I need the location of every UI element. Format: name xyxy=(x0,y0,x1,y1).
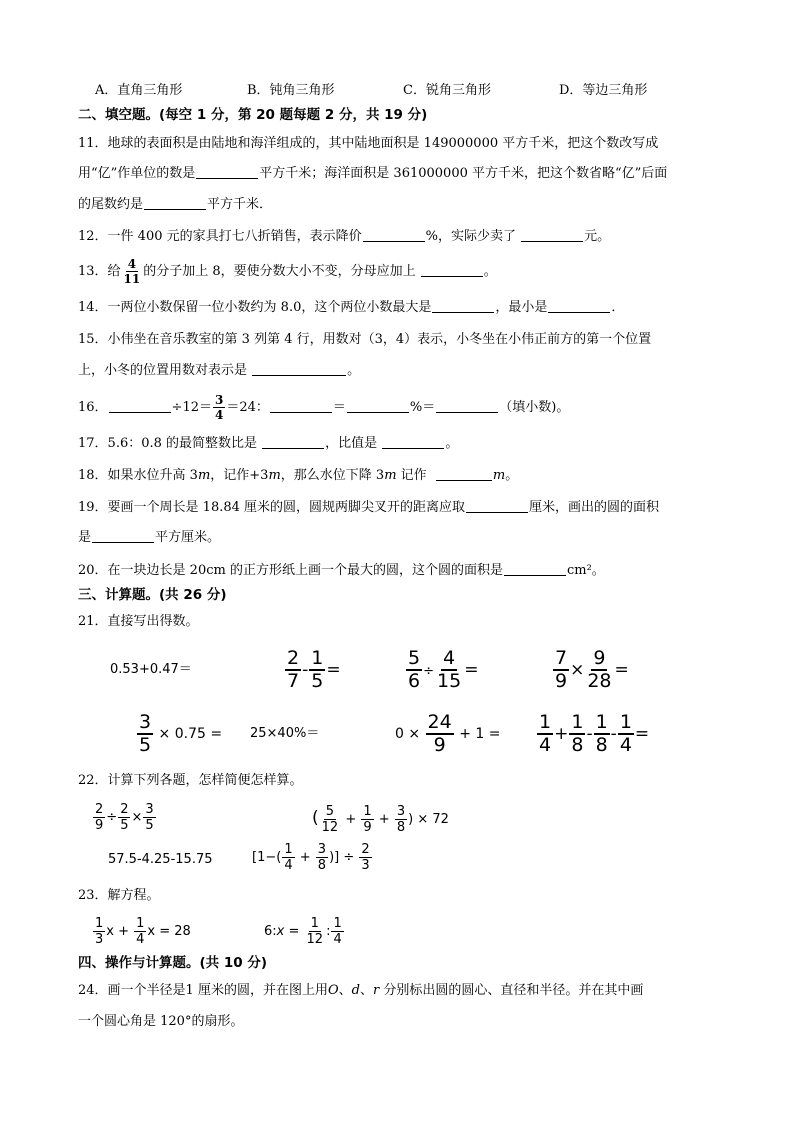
numerator: 3 xyxy=(139,711,152,733)
fraction xyxy=(426,713,454,755)
fraction xyxy=(537,713,553,755)
fraction xyxy=(309,649,325,691)
fraction xyxy=(143,803,155,832)
q21-expr-8 xyxy=(536,708,649,760)
q21-expr-2 xyxy=(284,644,341,696)
q16-blank-3[interactable] xyxy=(347,398,409,413)
numerator: 1 xyxy=(333,916,342,931)
q10-option-a: A．直角三角形 xyxy=(95,83,183,98)
variable-x: x xyxy=(276,924,285,939)
fraction xyxy=(406,649,422,691)
q15-line1: 15．小伟坐在音乐教室的第 3 列第 4 行，用数对（3，4）表示，小冬坐在小伟正前方的第一个位置 xyxy=(78,332,652,347)
numerator: 1 xyxy=(95,916,104,931)
numerator: 2 xyxy=(120,802,129,817)
fraction xyxy=(569,713,585,755)
numerator: 2 xyxy=(95,802,104,817)
denominator: 4 xyxy=(539,734,552,756)
q19-blank-2[interactable] xyxy=(92,528,154,543)
q21-expr-6: 25×40%＝ xyxy=(250,726,320,741)
fraction xyxy=(118,803,130,832)
q16-blank-4[interactable] xyxy=(436,398,498,413)
operator: + xyxy=(378,812,390,827)
q14-blank-1[interactable] xyxy=(432,298,494,313)
operator: + xyxy=(554,724,569,744)
q19-text-d: 平方厘米。 xyxy=(155,530,221,545)
q14-text-b: ，最小是 xyxy=(495,300,548,315)
expression-pre: [1−( xyxy=(252,850,282,865)
expression-rest: × 0.75 = xyxy=(158,726,223,742)
denominator: 4 xyxy=(136,932,145,947)
fraction xyxy=(331,917,343,946)
denominator: 8 xyxy=(571,734,584,756)
q15-line2 xyxy=(78,361,360,381)
q13-text-b: 的分子加上 8，要使分数大小不变，分母应加上 xyxy=(143,264,416,279)
q22-expr-2 xyxy=(312,798,449,840)
fraction xyxy=(285,649,301,691)
q17-blank-1[interactable] xyxy=(262,434,324,449)
q24-line2: 一个圆心角是 120°的扇形。 xyxy=(78,1014,244,1029)
q23-title: 23．解方程。 xyxy=(78,888,160,903)
q20 xyxy=(78,561,605,581)
q16-text-e: %＝ xyxy=(409,400,436,415)
denominator: 9 xyxy=(555,670,568,692)
denominator: 4 xyxy=(619,734,632,756)
denominator: 9 xyxy=(433,734,446,756)
q18-text-b: ，记作+3 xyxy=(210,468,269,483)
q22-expr-4 xyxy=(252,838,373,878)
q16-denominator: 4 xyxy=(214,408,224,422)
q18-text-e: 。 xyxy=(505,468,519,483)
expression-part: x = 28 xyxy=(147,924,191,939)
q12 xyxy=(78,227,610,247)
operator: × xyxy=(570,660,585,680)
q21-expr-3 xyxy=(405,644,478,698)
expression-pre: 0 × xyxy=(395,726,421,742)
denominator: 7 xyxy=(287,670,300,692)
denominator: 6 xyxy=(408,670,421,692)
denominator: 8 xyxy=(317,858,327,873)
q21-expr-5 xyxy=(136,708,222,760)
q22-expr-3: 57.5-4.25-15.75 xyxy=(108,852,213,867)
operator: × xyxy=(131,810,143,825)
q17 xyxy=(78,434,458,454)
denominator: 5 xyxy=(120,818,129,833)
close-expression: ) × 72 xyxy=(408,812,449,827)
q22-expr-1 xyxy=(92,798,157,838)
q18-text-a: 18．如果水位升高 3 xyxy=(78,468,198,483)
equals: = xyxy=(464,660,479,680)
q13-numerator: 4 xyxy=(127,257,137,271)
q19-line2 xyxy=(78,528,220,548)
numerator: 1 xyxy=(595,711,608,733)
section3-title: 三、计算题。(共 26 分) xyxy=(78,587,227,603)
operator: - xyxy=(586,724,593,744)
fraction xyxy=(359,843,371,872)
q18-text-c: ，那么水位下降 3 xyxy=(280,468,385,483)
denominator: 15 xyxy=(437,670,462,692)
numerator: 1 xyxy=(311,647,324,669)
q11-line1: 11．地球的表面积是由陆地和海洋组成的，其中陆地面积是 149000000 平方千米，把这个数改写成 xyxy=(78,136,659,151)
q19-line1 xyxy=(78,498,659,518)
q24-symbol-r: r xyxy=(372,983,380,998)
q16-text-c: ＝24： xyxy=(226,400,269,415)
denominator: 12 xyxy=(321,820,339,835)
fraction xyxy=(553,649,569,691)
q16-text-f: （填小数)。 xyxy=(499,400,570,415)
expression-mid: )] ÷ xyxy=(329,850,355,865)
operator: ÷ xyxy=(106,810,118,825)
numerator: 4 xyxy=(443,647,456,669)
equals: = xyxy=(326,660,341,680)
q18-unit-2: m xyxy=(268,468,281,483)
numerator: 1 xyxy=(363,804,372,819)
q16 xyxy=(78,390,569,426)
q14-text-c: ． xyxy=(611,300,625,315)
fraction xyxy=(93,917,105,946)
fraction xyxy=(594,713,610,755)
q15-text-b: 。 xyxy=(347,363,361,378)
q11-text-b: 平方千米；海洋面积是 361000000 平方千米，把这个数省略“亿”后面 xyxy=(259,166,668,181)
q21-expr-7 xyxy=(395,708,500,760)
q12-blank-2[interactable] xyxy=(521,227,583,242)
q13-denominator: 11 xyxy=(123,272,141,286)
q11-text-a: 用“亿”作单位的数是 xyxy=(78,166,196,181)
numerator: 5 xyxy=(408,647,421,669)
expression-pre: 6: xyxy=(264,924,277,939)
fraction xyxy=(134,917,146,946)
fraction xyxy=(395,805,407,834)
expression-part: x + xyxy=(106,924,129,939)
denominator: 4 xyxy=(284,858,293,873)
fraction xyxy=(435,649,463,691)
q18-text-d: 记作 xyxy=(396,468,427,483)
q11-text-c: 的尾数约是 xyxy=(78,197,144,212)
q18-unit-3: m xyxy=(384,468,397,483)
q11-line3 xyxy=(78,195,272,215)
fraction xyxy=(361,805,373,834)
denominator: 3 xyxy=(361,858,370,873)
denominator: 9 xyxy=(363,820,372,835)
q22-title: 22．计算下列各题，怎样简便怎样算。 xyxy=(78,773,303,788)
denominator: 9 xyxy=(95,818,104,833)
q19-text-a: 19．要画一个周长是 18.84 厘米的圆，圆规两脚尖叉开的距离应取 xyxy=(78,500,466,515)
denominator: 12 xyxy=(306,932,324,947)
open-paren: ( xyxy=(312,808,319,828)
numerator: 7 xyxy=(555,647,568,669)
q13-blank[interactable] xyxy=(421,262,483,277)
operator: + xyxy=(299,850,311,865)
operator: - xyxy=(610,724,617,744)
q17-text-a: 17．5.6：0.8 的最简整数比是 xyxy=(78,436,258,451)
q20-blank[interactable] xyxy=(504,561,566,576)
q11-blank-2[interactable] xyxy=(144,195,206,210)
q12-text-c: 元。 xyxy=(584,229,611,244)
q21-title: 21．直接写出得数。 xyxy=(78,614,199,629)
q13-text-a: 13．给 xyxy=(78,264,121,279)
denominator: 5 xyxy=(139,734,152,756)
fraction xyxy=(305,917,326,946)
equals: = xyxy=(614,660,629,680)
numerator: 2 xyxy=(361,842,370,857)
numerator: 24 xyxy=(427,711,452,733)
q24-text-b: 分别标出圆的圆心、直径和半径。并在其中画 xyxy=(379,983,644,998)
q21-expr-4 xyxy=(552,644,629,696)
q16-text-b: ÷12＝ xyxy=(171,400,212,415)
q13 xyxy=(78,254,497,290)
numerator: 9 xyxy=(593,647,606,669)
fraction xyxy=(282,843,294,872)
fraction xyxy=(618,713,634,755)
q21-expr-1: 0.53+0.47＝ xyxy=(110,662,192,677)
q24-symbol-o: O xyxy=(327,983,339,998)
q18-unit-4: m xyxy=(492,468,506,483)
q24-line1 xyxy=(78,981,643,1001)
operator: + xyxy=(345,812,357,827)
equals: = xyxy=(284,924,300,939)
denominator: 5 xyxy=(311,670,324,692)
q18-blank[interactable] xyxy=(436,466,492,481)
q13-fraction xyxy=(122,258,143,285)
q11-text-d: 平方千米． xyxy=(207,197,273,212)
numerator: 3 xyxy=(145,802,154,817)
q16-fraction xyxy=(213,394,225,421)
q12-text-b: %，实际少卖了 xyxy=(425,229,516,244)
q10-option-c: C．锐角三角形 xyxy=(403,83,491,98)
q16-blank-1[interactable] xyxy=(109,398,171,413)
q17-text-b: ，比值是 xyxy=(325,436,378,451)
q19-text-c: 是 xyxy=(78,530,92,545)
numerator: 1 xyxy=(619,711,632,733)
numerator: 1 xyxy=(539,711,552,733)
q24-symbol-d: d xyxy=(351,983,360,998)
q13-text-c: 。 xyxy=(483,264,497,279)
q17-text-c: 。 xyxy=(445,436,459,451)
q20-text-b: cm²。 xyxy=(566,563,605,578)
q20-text-a: 20．在一块边长是 20cm 的正方形纸上画一个最大的圆，这个圆的面积是 xyxy=(78,563,503,578)
q15-blank[interactable] xyxy=(252,361,346,376)
fraction xyxy=(93,803,105,832)
q16-text-a: 16． xyxy=(78,400,108,415)
q14 xyxy=(78,298,624,318)
q14-blank-2[interactable] xyxy=(548,298,610,313)
q24-text-a: 24．画一个半径是1 厘米的圆，并在图上用 xyxy=(78,983,328,998)
numerator: 1 xyxy=(284,842,293,857)
fraction xyxy=(585,649,613,691)
numerator: 5 xyxy=(325,804,335,819)
section4-title: 四、操作与计算题。(共 10 分) xyxy=(78,955,268,971)
denominator: 4 xyxy=(333,932,342,947)
denominator: 5 xyxy=(145,818,154,833)
numerator: 3 xyxy=(317,842,327,857)
q23-equation-1 xyxy=(92,912,191,952)
q19-blank-1[interactable] xyxy=(466,498,528,513)
q12-blank-1[interactable] xyxy=(363,227,425,242)
denominator: 28 xyxy=(587,670,612,692)
fraction xyxy=(320,805,341,834)
fraction xyxy=(316,843,328,872)
denominator: 8 xyxy=(396,820,406,835)
q19-text-b: 厘米，画出的圆的面积 xyxy=(529,500,660,515)
section2-title: 二、填空题。(每空 1 分，第 20 题每题 2 分，共 19 分) xyxy=(78,107,428,123)
q17-blank-2[interactable] xyxy=(382,434,444,449)
ratio-separator: : xyxy=(326,924,331,939)
operator: - xyxy=(302,660,309,680)
numerator: 3 xyxy=(396,804,406,819)
q24-sep: 、 xyxy=(338,983,352,998)
q16-blank-2[interactable] xyxy=(270,398,332,413)
q16-text-d: ＝ xyxy=(332,400,346,415)
equals: = xyxy=(634,724,650,744)
q18 xyxy=(78,466,518,486)
numerator: 2 xyxy=(287,647,300,669)
q11-line2 xyxy=(78,164,667,184)
q14-text-a: 14．一两位小数保留一位小数约为 8.0，这个两位小数最大是 xyxy=(78,300,432,315)
q10-option-d: D．等边三角形 xyxy=(559,83,648,98)
q16-numerator: 3 xyxy=(214,393,224,407)
operator: ÷ xyxy=(423,664,434,679)
q15-text-a: 上，小冬的位置用数对表示是 xyxy=(78,363,248,378)
numerator: 1 xyxy=(136,916,145,931)
q10-option-b: B．钝角三角形 xyxy=(247,83,335,98)
numerator: 1 xyxy=(310,916,319,931)
denominator: 8 xyxy=(595,734,608,756)
fraction xyxy=(137,713,153,755)
q12-text-a: 12．一件 400 元的家具打七八折销售，表示降价 xyxy=(78,229,362,244)
expression-rest: + 1 = xyxy=(459,726,501,742)
denominator: 3 xyxy=(95,932,104,947)
q18-unit-1: m xyxy=(197,468,211,483)
q23-equation-2 xyxy=(264,912,345,952)
q11-blank-1[interactable] xyxy=(196,164,258,179)
numerator: 1 xyxy=(571,711,584,733)
q24-sep: 、 xyxy=(359,983,373,998)
